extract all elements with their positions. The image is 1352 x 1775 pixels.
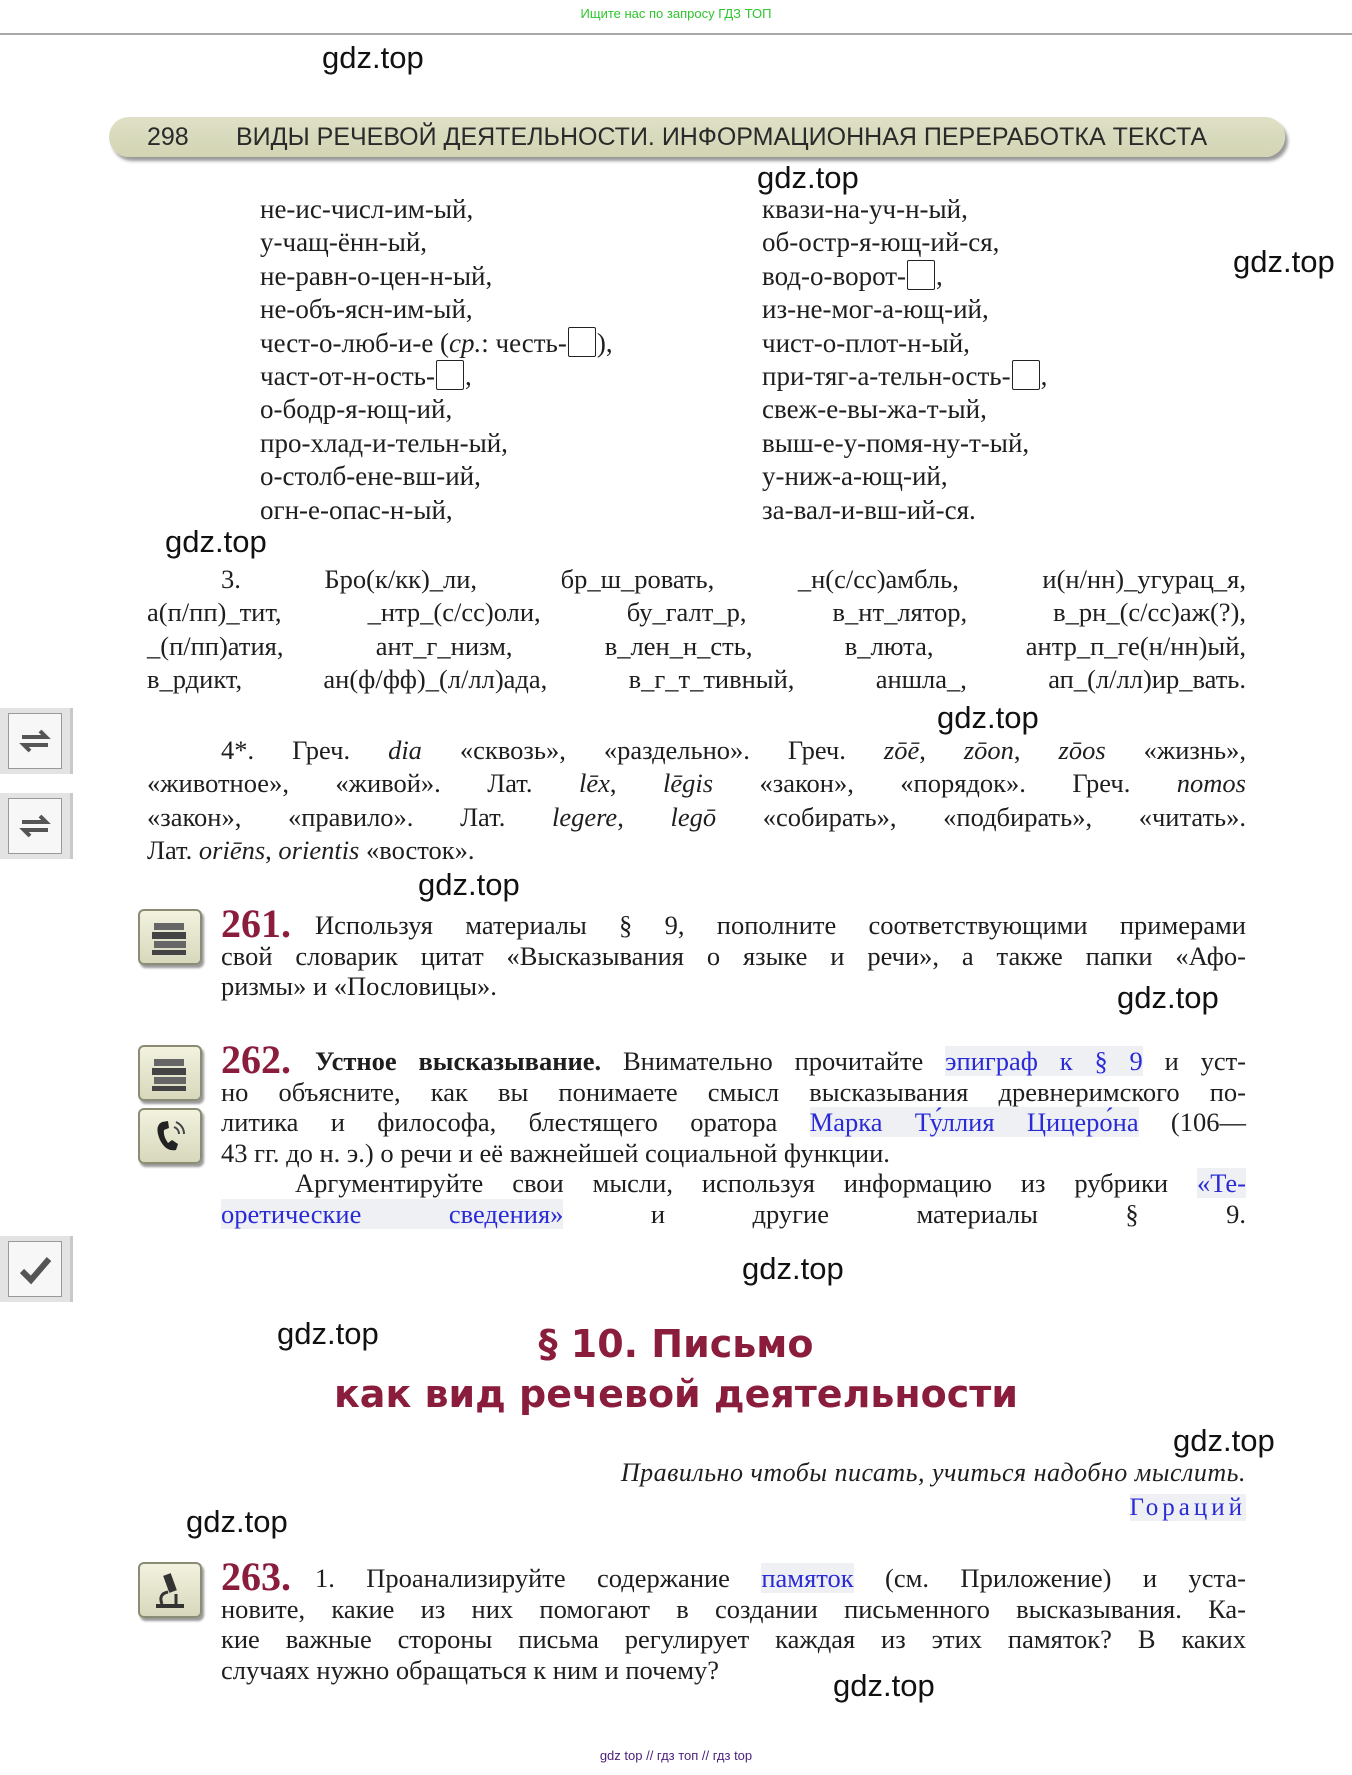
- text-line: [147, 664, 1246, 695]
- watermark: gdz.top: [165, 524, 267, 559]
- text-segment: об-остр-я-ющ-ий-ся,: [762, 227, 1000, 258]
- text-segment: lēx: [579, 768, 610, 799]
- text-segment: ,: [464, 361, 472, 392]
- text-segment: «закон», «порядок». Греч.: [713, 768, 1177, 799]
- epigraph: Правильно чтобы писать, учиться надобно мыслить.: [620, 1458, 1246, 1487]
- text-segment: 3. Бро(к/кк)_ли, бр_ш_ровать, _н(с/сс)амбль, и(н/нн)_угурац_я,: [221, 564, 1246, 594]
- divider: [0, 33, 1352, 35]
- text-segment: вод-о-ворот-: [762, 260, 907, 291]
- exercise-number: 263.: [221, 1554, 291, 1599]
- text-segment: orientis: [278, 834, 360, 865]
- word-entry: [762, 460, 1047, 493]
- exercise-number: 261.: [221, 901, 291, 946]
- text-segment: Устное высказывание.: [315, 1046, 602, 1076]
- text-line: [221, 1138, 1246, 1169]
- text-line: [221, 1046, 1246, 1077]
- text-segment: zōos: [1058, 735, 1106, 765]
- epigraph-author-wrap: [900, 1494, 1246, 1522]
- text-segment: ,: [609, 768, 663, 799]
- cross-reference-link[interactable]: эпиграф к § 9: [945, 1046, 1143, 1076]
- text-segment: «собирать», «подбирать», «читать».: [716, 801, 1246, 832]
- word-entry: [260, 327, 613, 360]
- text-segment: чест-о-люб-и-е (: [260, 327, 450, 358]
- footer-links[interactable]: gdz top // гдз топ // гдз top: [599, 1748, 753, 1763]
- text-line: [221, 1168, 1246, 1199]
- word-entry: [260, 494, 613, 527]
- text-segment: огн-е-опас-н-ый,: [260, 494, 453, 525]
- text-segment: ,: [1013, 735, 1059, 765]
- text-segment: чист-о-плот-н-ый,: [762, 327, 970, 358]
- watermark: gdz.top: [937, 700, 1039, 735]
- text-segment: при-тяг-а-тельн-ость-: [762, 361, 1011, 392]
- text-line: [221, 1199, 1246, 1230]
- cross-reference-link[interactable]: памяток: [761, 1563, 854, 1593]
- word-entry: [260, 293, 613, 326]
- text-segment: legō: [670, 801, 717, 832]
- text-segment: о-столб-ене-вш-ий,: [260, 461, 481, 492]
- swap-arrows-icon: [16, 721, 54, 761]
- swap-icon-button[interactable]: [0, 708, 73, 774]
- swap-arrows-icon: [16, 806, 54, 846]
- blank-box: [436, 360, 464, 390]
- text-segment: у-чащ-ённ-ый,: [260, 227, 428, 258]
- watermark: gdz.top: [322, 40, 424, 75]
- text-segment: ,: [1040, 361, 1048, 392]
- word-column-right: [762, 193, 1047, 527]
- text-segment: nomos: [1176, 768, 1246, 799]
- section-title-line1: § 10. Письмо: [538, 1322, 814, 1366]
- text-segment: за-вал-и-вш-ий-ся.: [762, 494, 976, 525]
- text-segment: _(п/пп)атия, ант_г_низм, в_лен_н_сть, в_люта, антр_п_ге(н/нн)ый,: [147, 630, 1246, 661]
- text-line: [147, 597, 1246, 628]
- text-segment: legere: [551, 801, 618, 832]
- word-entry: [260, 360, 613, 393]
- word-entry: [762, 260, 1047, 293]
- page-number: 298: [147, 123, 189, 151]
- text-segment: Аргументируйте свои мысли, используя информацию из рубрики: [295, 1168, 1197, 1199]
- blank-box: [907, 260, 935, 290]
- text-segment: zōon: [963, 735, 1014, 765]
- text-line: [221, 1655, 1246, 1686]
- text-line: [221, 1077, 1246, 1108]
- text-segment: о-бодр-я-ющ-ий,: [260, 394, 453, 425]
- watermark: gdz.top: [742, 1251, 844, 1286]
- text-segment: ,: [265, 834, 279, 865]
- text-segment: : честь-: [481, 327, 567, 358]
- swap-icon-button[interactable]: [0, 793, 73, 859]
- watermark: gdz.top: [186, 1504, 288, 1539]
- text-segment: ризмы» и «Пословицы».: [221, 971, 497, 1002]
- text-segment: ,: [919, 735, 964, 765]
- cross-reference-link[interactable]: «Те-: [1196, 1168, 1246, 1199]
- text-segment: не-равн-о-цен-н-ый,: [260, 260, 493, 291]
- top-banner: Ищите нас по запросу ГДЗ ТОП: [580, 6, 772, 21]
- watermark: gdz.top: [1173, 1423, 1275, 1458]
- word-entry: [260, 393, 613, 426]
- text-segment: квази-на-уч-н-ый,: [762, 194, 968, 224]
- word-entry: [762, 193, 1047, 226]
- word-entry: [260, 193, 613, 226]
- text-segment: у-ниж-а-ющ-ий,: [762, 461, 948, 492]
- text-line: [147, 768, 1246, 799]
- check-icon-button[interactable]: [0, 1236, 73, 1302]
- text-line: [221, 971, 1246, 1002]
- text-segment: dia: [388, 735, 422, 765]
- text-segment: ),: [596, 327, 613, 358]
- word-entry: [260, 460, 613, 493]
- text-segment: «животное», «живой». Лат.: [147, 768, 579, 799]
- text-line: [221, 910, 1246, 941]
- word-entry: [762, 393, 1047, 426]
- word-entry: [762, 360, 1047, 393]
- word-entry: [762, 494, 1047, 527]
- word-entry: [762, 226, 1047, 259]
- text-segment: Используя материалы § 9, пополните соответствующими примерами: [315, 910, 1246, 940]
- text-segment: не-объ-ясн-им-ый,: [260, 294, 473, 325]
- text-segment: но объясните, как вы понимаете смысл высказывания древнеримского по-: [221, 1076, 1246, 1107]
- watermark: gdz.top: [1233, 244, 1335, 279]
- watermark: gdz.top: [1117, 980, 1219, 1015]
- text-segment: (см. Приложение) и уста-: [853, 1563, 1246, 1593]
- check-icon: [16, 1249, 54, 1289]
- text-segment: свой словарик цитат «Высказывания о языке и речи», а также папки «Афо-: [221, 940, 1246, 971]
- phone-icon: [138, 1108, 202, 1164]
- text-segment: част-от-н-ость-: [260, 361, 435, 392]
- text-line: [147, 564, 1246, 595]
- text-line: [221, 941, 1246, 972]
- watermark: gdz.top: [277, 1316, 379, 1351]
- text-line: [221, 1624, 1246, 1655]
- text-segment: а(п/пп)_тит, _нтр_(с/сс)оли, бу_галт_р, в_нт_лятор, в_рн_(с/сс)аж(?),: [147, 597, 1246, 628]
- text-segment: в_рдикт, ан(ф/фф)_(л/лл)ада, в_г_т_тивный, аншла_, ап_(л/лл)ир_вать.: [147, 663, 1246, 694]
- text-segment: новите, какие из них помогают в создании письменного высказывания. Ка-: [221, 1593, 1246, 1624]
- text-segment: про-хлад-и-тельн-ый,: [260, 427, 508, 458]
- text-line: [147, 802, 1246, 833]
- watermark: gdz.top: [833, 1668, 935, 1703]
- exercise-number: 262.: [221, 1037, 291, 1082]
- watermark: gdz.top: [757, 160, 859, 195]
- text-segment: и другие материалы § 9.: [563, 1199, 1247, 1229]
- text-segment: «жизнь»,: [1105, 735, 1247, 765]
- word-entry: [260, 260, 613, 293]
- text-segment: ср.: [449, 327, 482, 358]
- books-icon: [138, 909, 202, 965]
- running-header: [109, 117, 1285, 157]
- text-segment: 1. Проанализируйте содержание: [315, 1563, 762, 1593]
- text-segment: из-не-мог-а-ющ-ий,: [762, 294, 989, 325]
- word-entry: [260, 427, 613, 460]
- running-title: ВИДЫ РЕЧЕВОЙ ДЕЯТЕЛЬНОСТИ. ИНФОРМАЦИОННАЯ ПЕРЕРАБОТКА ТЕКСТА: [236, 123, 1208, 151]
- epigraph-author[interactable]: Гораций: [1129, 1494, 1246, 1521]
- word-column-left: [260, 193, 613, 527]
- watermark: gdz.top: [418, 867, 520, 902]
- text-segment: Внимательно прочитайте: [601, 1046, 946, 1076]
- text-segment: lēgis: [662, 768, 714, 799]
- text-segment: «закон», «правило». Лат.: [147, 801, 552, 832]
- text-segment: «сквозь», «раздельно». Греч.: [421, 735, 884, 765]
- word-entry: [762, 327, 1047, 360]
- text-segment: oriēns: [198, 834, 266, 865]
- word-entry: [762, 427, 1047, 460]
- text-segment: Лат.: [147, 834, 199, 865]
- text-segment: не-ис-числ-им-ый,: [260, 194, 474, 224]
- text-segment: 4*. Греч.: [221, 735, 389, 765]
- text-segment: кие важные стороны письма регулирует каждая из этих памяток? В каких: [221, 1624, 1246, 1655]
- text-segment: литика и философа, блестящего оратора: [221, 1107, 810, 1138]
- books-icon: [138, 1045, 202, 1101]
- word-entry: [762, 293, 1047, 326]
- text-segment: свеж-е-вы-жа-т-ый,: [762, 394, 987, 425]
- text-segment: выш-е-у-помя-ну-т-ый,: [762, 427, 1030, 458]
- text-segment: (106—: [1138, 1107, 1246, 1138]
- blank-box: [568, 327, 596, 357]
- text-segment: 43 гг. до н. э.) о речи и её важнейшей социальной функции.: [221, 1137, 890, 1168]
- text-line: [221, 1563, 1246, 1594]
- text-line: [221, 1107, 1246, 1138]
- text-segment: и уст-: [1142, 1046, 1247, 1076]
- text-line: [147, 835, 1246, 866]
- text-line: [147, 631, 1246, 662]
- text-segment: ,: [936, 260, 943, 291]
- cross-reference-link[interactable]: Марка Ту́ллия Цицеро́на: [809, 1107, 1139, 1138]
- text-line: [147, 735, 1246, 766]
- word-entry: [260, 226, 613, 259]
- microscope-icon: [138, 1562, 202, 1618]
- section-title-line2: как вид речевой деятельности: [334, 1372, 1018, 1416]
- text-segment: zōē: [883, 735, 920, 765]
- blank-box: [1012, 360, 1040, 390]
- text-line: [221, 1594, 1246, 1625]
- text-segment: ,: [617, 801, 671, 832]
- text-segment: «восток».: [359, 834, 475, 865]
- text-segment: случаях нужно обращаться к ним и почему?: [221, 1654, 719, 1685]
- cross-reference-link[interactable]: оретические сведения»: [221, 1199, 564, 1229]
